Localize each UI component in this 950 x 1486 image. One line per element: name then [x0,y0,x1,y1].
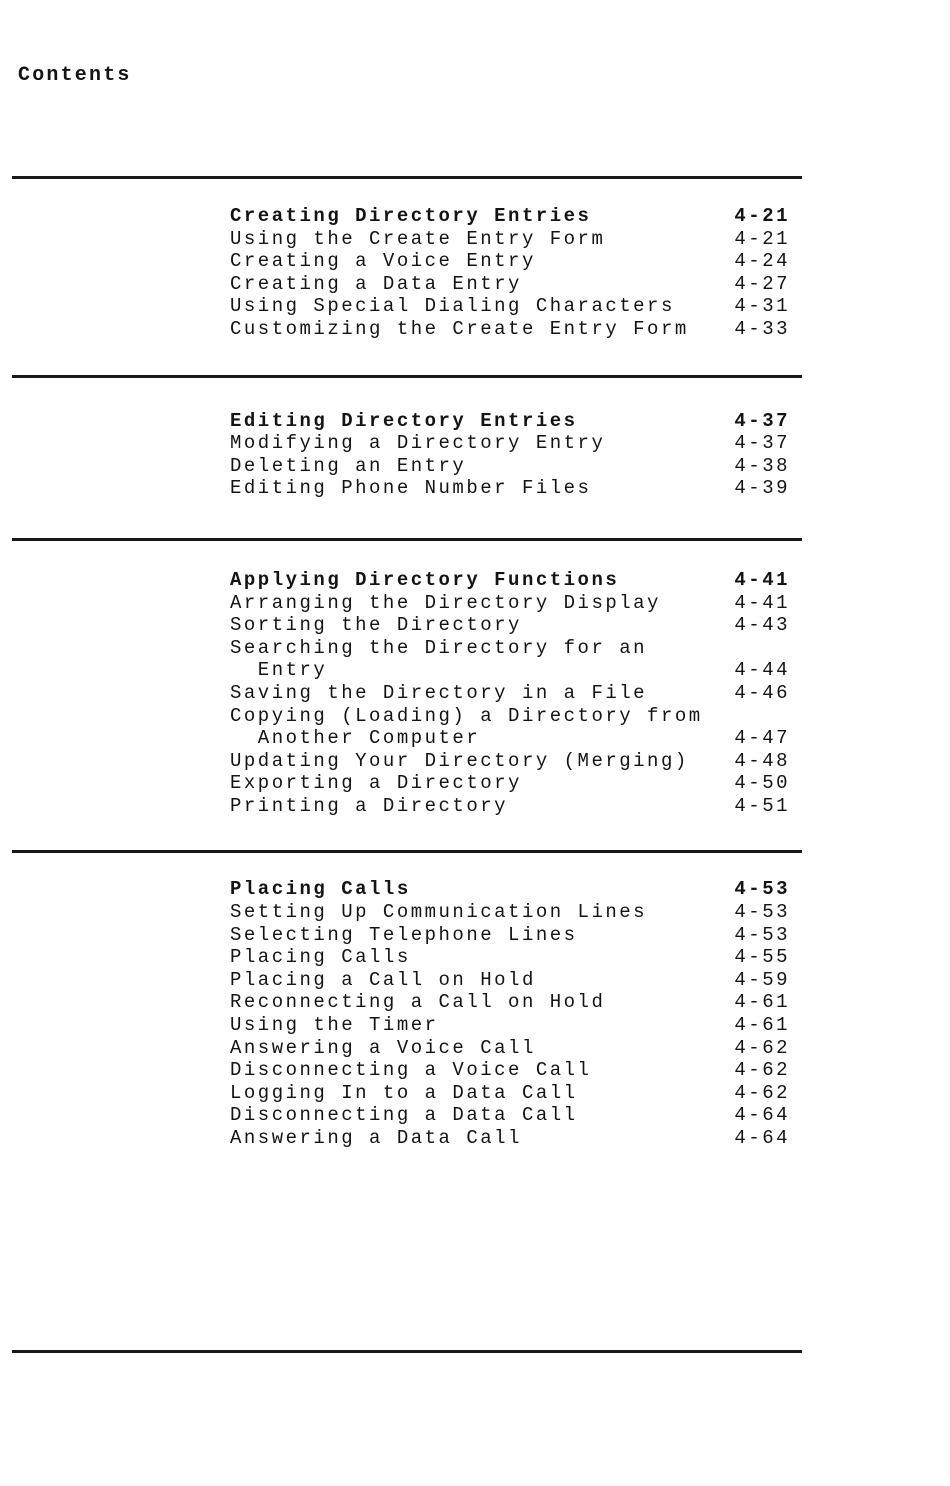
toc-label-line: Sorting the Directory [230,614,522,637]
toc-label-line: Customizing the Create Entry Form [230,317,689,340]
horizontal-rule [12,850,802,853]
toc-entry-label [230,1082,578,1105]
toc-entry-page-number: 4-61 [734,1014,790,1037]
toc-entry-page-number: 4-61 [734,991,790,1014]
toc-entry-page-number: 4-37 [734,432,790,455]
toc-label-line: Creating a Data Entry [230,272,522,295]
toc-entry-page-number: 4-43 [734,614,790,637]
toc-entry-label [230,637,647,682]
toc-section-heading [230,205,790,228]
toc-label-line: Entry [230,659,328,682]
toc-label-line: Using the Create Entry Form [230,227,606,250]
toc-section-heading-page-number: 4-41 [734,568,790,591]
toc-entry-label [230,795,508,818]
toc-entry-label [230,432,605,455]
toc-entry-label [230,924,578,947]
toc-section-heading [230,878,790,901]
toc-label-line: Copying (Loading) a Directory from [230,704,703,727]
toc-label-line: Editing Phone Number Files [230,477,592,500]
toc-entry-page-number: 4-31 [734,295,790,318]
toc-label-line: Creating a Voice Entry [230,250,536,273]
toc-label-line: Selecting Telephone Lines [230,923,578,946]
toc-entry-page-number: 4-27 [734,272,790,295]
toc-entry-label [230,705,703,750]
toc-label-line: Applying Directory Functions [230,568,620,591]
toc-label-line: Setting Up Communication Lines [230,901,648,924]
toc-entry [230,969,790,992]
toc-entry-page-number: 4-64 [734,1104,790,1127]
toc-entry-label [230,273,522,296]
page-title: Contents [18,64,132,87]
toc-section-heading-page-number: 4-53 [734,878,790,901]
toc-entry-page-number: 4-38 [734,454,790,477]
toc-entry [230,1014,790,1037]
toc-entry-label [230,1127,522,1150]
horizontal-rule [12,176,802,179]
toc-label-line: Exporting a Directory [230,772,522,795]
toc-entry [230,432,790,455]
toc-label-line: Deleting an Entry [230,454,467,477]
toc-entry-page-number: 4-55 [734,946,790,969]
toc-label-line: Reconnecting a Call on Hold [230,991,606,1014]
toc-entry-page-number: 4-50 [734,772,790,795]
toc-entry [230,477,790,500]
toc-entry-page-number: 4-33 [734,317,790,340]
toc-label-line: Placing Calls [230,946,411,969]
toc-entry-label [230,1059,591,1082]
toc-entry [230,592,790,615]
toc-label-line: Another Computer [230,727,481,750]
toc-entry-page-number: 4-62 [734,1081,790,1104]
toc-entry-page-number: 4-24 [734,250,790,273]
toc-entry [230,273,790,296]
toc-entry-page-number: 4-44 [734,659,790,682]
toc-entry [230,1082,790,1105]
toc-label-line: Placing a Call on Hold [230,968,536,991]
toc-entry-page-number: 4-64 [734,1127,790,1149]
toc-entry [230,1059,790,1082]
toc-section [230,878,790,1149]
toc-entry-label [230,1014,439,1037]
toc-label-line: Disconnecting a Data Call [230,1104,578,1127]
toc-entry [230,295,790,318]
toc-label-line: Saving the Directory in a File [230,681,648,704]
toc-entry [230,1127,790,1150]
toc-label-line: Printing a Directory [230,794,509,817]
toc-label-line: Disconnecting a Voice Call [230,1059,592,1082]
toc-entry [230,750,790,773]
toc-entry [230,1037,790,1060]
toc-label-line: Arranging the Directory Display [230,591,661,614]
toc-entry-page-number: 4-53 [734,923,790,946]
toc-entry [230,614,790,637]
toc-entry [230,795,790,818]
toc-entry [230,705,790,750]
toc-entry-label [230,682,647,705]
toc-entry [230,228,790,251]
toc-section-heading-label [230,205,591,228]
toc-entry [230,1104,790,1127]
toc-entry-label [230,772,522,795]
toc-entry-label [230,1037,536,1060]
toc-entry-page-number: 4-46 [734,681,790,704]
toc-label-line: Placing Calls [230,878,411,901]
toc-entry-label [230,318,689,341]
toc-entry [230,946,790,969]
horizontal-rule [12,375,802,378]
toc-entry-label [230,228,605,251]
toc-entry-page-number: 4-39 [734,477,790,500]
toc-section-heading [230,569,790,592]
toc-section-heading-label [230,569,619,592]
toc-section [230,569,790,818]
toc-section-heading-page-number: 4-37 [734,409,790,432]
toc-label-line: Modifying a Directory Entry [230,432,606,455]
toc-entry-label [230,969,536,992]
toc-entry-label [230,1104,578,1127]
toc-entry [230,318,790,341]
toc-section-heading [230,410,790,433]
toc-entry-page-number: 4-62 [734,1059,790,1082]
toc-entry [230,924,790,947]
toc-entry-label [230,750,689,773]
toc-entry-page-number: 4-51 [734,794,790,817]
toc-section [230,205,790,341]
toc-entry-label [230,991,605,1014]
toc-entry-label [230,901,647,924]
toc-entry-label [230,592,661,615]
toc-entry-label [230,250,536,273]
toc-entry-page-number: 4-59 [734,968,790,991]
toc-label-line: Answering a Data Call [230,1127,522,1149]
toc-label-line: Creating Directory Entries [230,205,592,227]
toc-section-heading-label [230,878,411,901]
toc-entry [230,250,790,273]
toc-label-line: Answering a Voice Call [230,1036,536,1059]
toc-entry-page-number: 4-53 [734,901,790,924]
toc-label-line: Logging In to a Data Call [230,1081,578,1104]
bottom-rule [12,1350,802,1353]
toc-entry-label [230,946,411,969]
toc-label-line: Using the Timer [230,1014,439,1037]
toc-entry [230,772,790,795]
toc-entry-page-number: 4-41 [734,591,790,614]
toc-label-line: Updating Your Directory (Merging) [230,749,689,772]
toc-entry [230,637,790,682]
toc-entry-label [230,614,522,637]
toc-entry-label [230,477,591,500]
toc-entry-page-number: 4-62 [734,1036,790,1059]
toc-label-line: Editing Directory Entries [230,409,578,432]
toc-entry-page-number: 4-48 [734,749,790,772]
toc-entry-label [230,295,675,318]
toc-entry [230,901,790,924]
toc-section-heading-label [230,410,578,433]
toc-entry-label [230,455,466,478]
table-of-contents [0,176,950,1353]
toc-label-line: Searching the Directory for an [230,636,648,659]
toc-entry [230,682,790,705]
toc-entry-page-number: 4-21 [734,227,790,250]
toc-entry-page-number: 4-47 [734,727,790,750]
toc-entry [230,455,790,478]
horizontal-rule [12,538,802,541]
toc-section-heading-page-number: 4-21 [734,205,790,227]
toc-entry [230,991,790,1014]
toc-label-line: Using Special Dialing Characters [230,295,675,318]
toc-section [230,410,790,500]
